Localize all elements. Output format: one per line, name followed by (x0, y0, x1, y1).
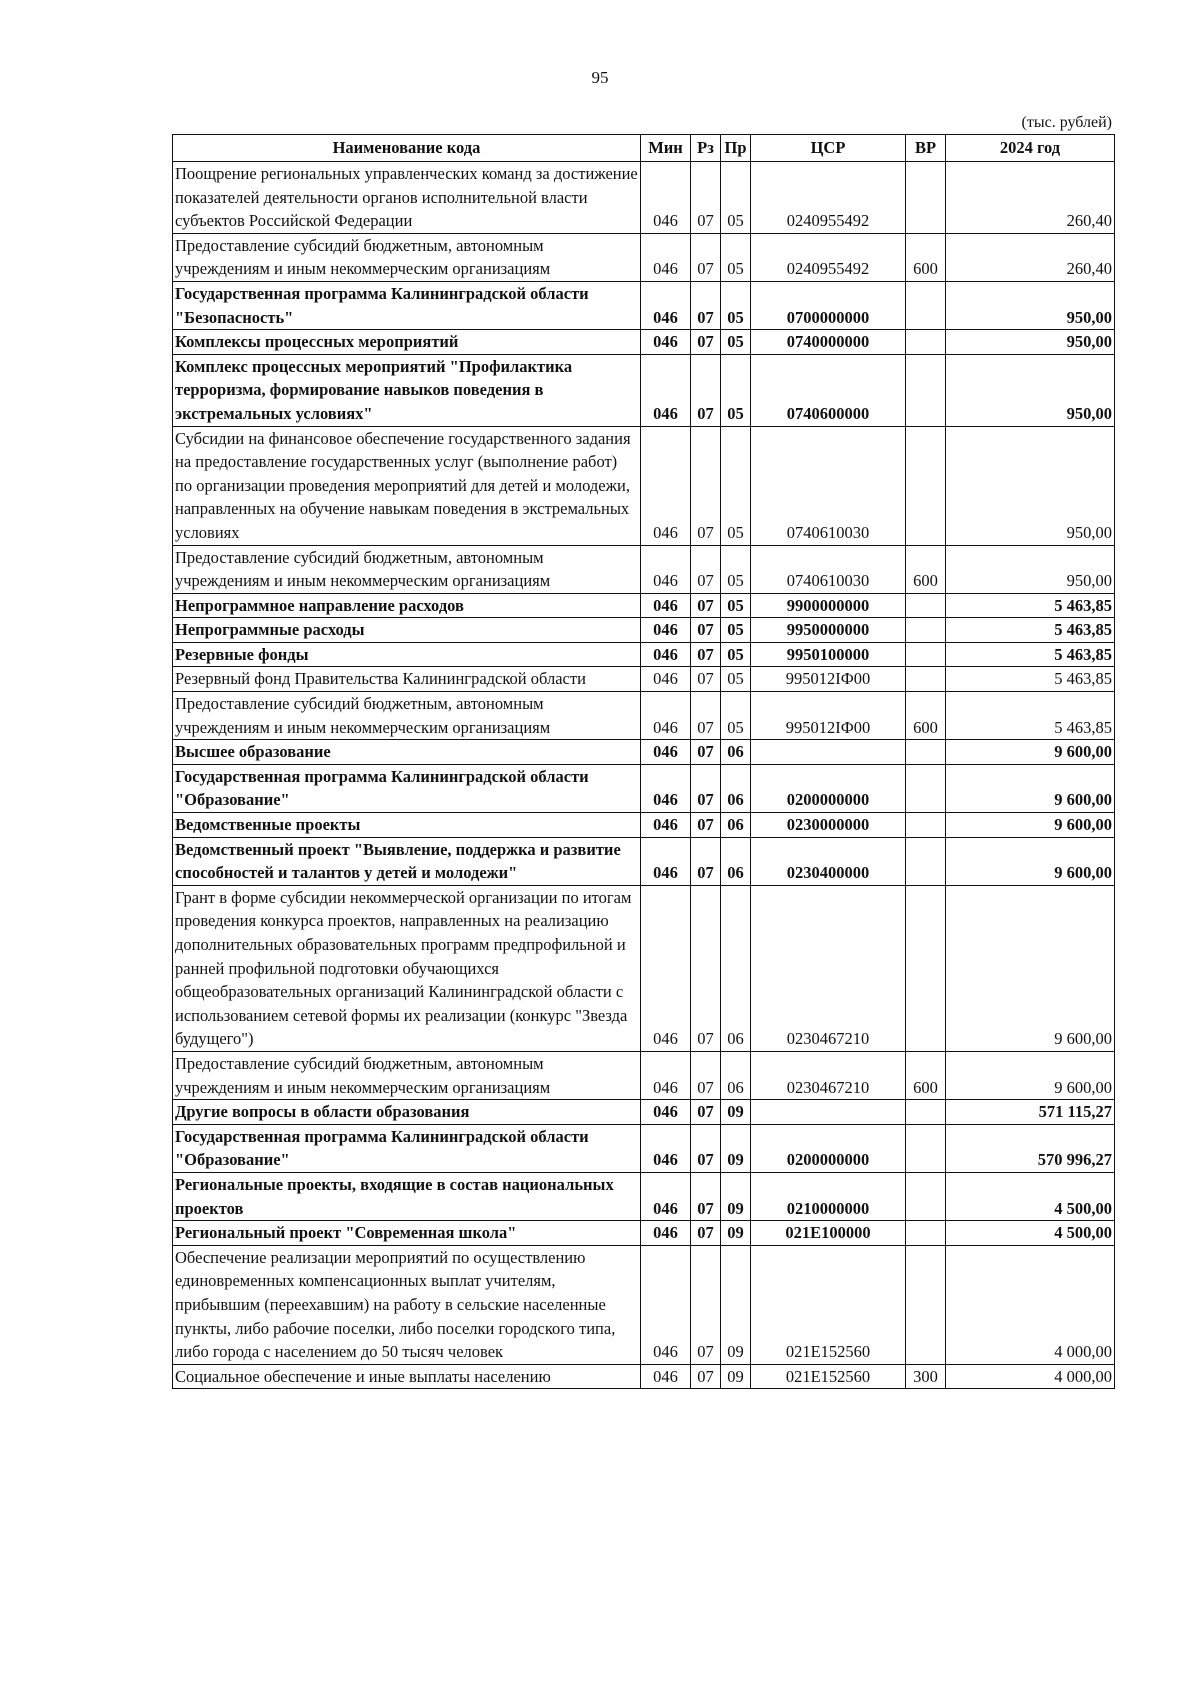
cell-rz: 07 (691, 837, 721, 885)
table-row (173, 1051, 1115, 1099)
table-row (173, 330, 1115, 355)
cell-csr: 0230000000 (751, 813, 906, 838)
cell-min: 046 (641, 1245, 691, 1364)
cell-pr: 05 (721, 667, 751, 692)
cell-rz: 07 (691, 1051, 721, 1099)
cell-sum: 950,00 (946, 330, 1115, 355)
cell-pr: 05 (721, 545, 751, 593)
cell-vr (906, 354, 946, 426)
cell-pr: 05 (721, 354, 751, 426)
cell-sum: 5 463,85 (946, 593, 1115, 618)
cell-rz: 07 (691, 426, 721, 545)
cell-pr: 05 (721, 692, 751, 740)
cell-csr: 0240955492 (751, 233, 906, 281)
cell-csr: 0740610030 (751, 426, 906, 545)
cell-pr: 05 (721, 642, 751, 667)
cell-sum: 571 115,27 (946, 1100, 1115, 1125)
cell-name: Грант в форме субсидии некоммерческой организации по итогам проведения конкурса проектов, направленных на реализацию дополнительных образовательных программ предпрофильной и ранней профильной подготовки обучающихся общеобразовательных организаций Калининградской области с использованием сетевой формы их реализации (конкурс "Звезда будущего") (173, 885, 641, 1051)
cell-vr (906, 426, 946, 545)
cell-min: 046 (641, 545, 691, 593)
table-row (173, 1364, 1115, 1389)
cell-pr: 06 (721, 1051, 751, 1099)
table-row (173, 813, 1115, 838)
cell-min: 046 (641, 885, 691, 1051)
cell-sum: 570 996,27 (946, 1124, 1115, 1172)
cell-name: Ведомственный проект "Выявление, поддержка и развитие способностей и талантов у детей и молодежи" (173, 837, 641, 885)
cell-rz: 07 (691, 642, 721, 667)
cell-csr: 0230467210 (751, 1051, 906, 1099)
cell-csr: 021E100000 (751, 1221, 906, 1246)
cell-min: 046 (641, 692, 691, 740)
cell-rz: 07 (691, 233, 721, 281)
cell-rz: 07 (691, 1100, 721, 1125)
cell-min: 046 (641, 1172, 691, 1220)
cell-name: Государственная программа Калининградской области "Образование" (173, 764, 641, 812)
cell-vr (906, 667, 946, 692)
cell-rz: 07 (691, 740, 721, 765)
cell-rz: 07 (691, 545, 721, 593)
cell-sum: 950,00 (946, 354, 1115, 426)
cell-min: 046 (641, 837, 691, 885)
cell-sum: 5 463,85 (946, 692, 1115, 740)
cell-min: 046 (641, 593, 691, 618)
cell-name: Предоставление субсидий бюджетным, автономным учреждениям и иным некоммерческим организациям (173, 692, 641, 740)
cell-sum: 950,00 (946, 426, 1115, 545)
cell-pr: 09 (721, 1100, 751, 1125)
cell-csr (751, 1100, 906, 1125)
cell-name: Комплексы процессных мероприятий (173, 330, 641, 355)
cell-name: Предоставление субсидий бюджетным, автономным учреждениям и иным некоммерческим организациям (173, 233, 641, 281)
cell-sum: 9 600,00 (946, 885, 1115, 1051)
cell-min: 046 (641, 1124, 691, 1172)
cell-vr (906, 837, 946, 885)
cell-sum: 5 463,85 (946, 618, 1115, 643)
table-row (173, 1124, 1115, 1172)
cell-csr: 0200000000 (751, 764, 906, 812)
table-row (173, 545, 1115, 593)
cell-vr: 600 (906, 545, 946, 593)
cell-csr: 0200000000 (751, 1124, 906, 1172)
cell-min: 046 (641, 642, 691, 667)
cell-pr: 09 (721, 1364, 751, 1389)
cell-name: Ведомственные проекты (173, 813, 641, 838)
cell-min: 046 (641, 1100, 691, 1125)
cell-pr: 06 (721, 740, 751, 765)
cell-vr (906, 764, 946, 812)
cell-csr: 0230467210 (751, 885, 906, 1051)
cell-vr: 600 (906, 692, 946, 740)
cell-csr (751, 740, 906, 765)
cell-pr: 09 (721, 1172, 751, 1220)
cell-sum: 260,40 (946, 162, 1115, 234)
cell-min: 046 (641, 426, 691, 545)
cell-rz: 07 (691, 281, 721, 329)
table-row (173, 162, 1115, 234)
cell-csr: 995012IФ00 (751, 667, 906, 692)
cell-rz: 07 (691, 1221, 721, 1246)
cell-vr (906, 1221, 946, 1246)
table-row (173, 1172, 1115, 1220)
cell-pr: 05 (721, 233, 751, 281)
cell-csr: 9950000000 (751, 618, 906, 643)
cell-rz: 07 (691, 885, 721, 1051)
cell-vr (906, 885, 946, 1051)
cell-sum: 9 600,00 (946, 1051, 1115, 1099)
table-row (173, 354, 1115, 426)
table-header-row (173, 135, 1115, 162)
header-name: Наименование кода (173, 135, 641, 162)
cell-sum: 9 600,00 (946, 813, 1115, 838)
header-vr: ВР (906, 135, 946, 162)
header-csr: ЦСР (751, 135, 906, 162)
cell-pr: 09 (721, 1245, 751, 1364)
header-min: Мин (641, 135, 691, 162)
cell-vr (906, 618, 946, 643)
table-row (173, 740, 1115, 765)
cell-name: Обеспечение реализации мероприятий по осуществлению единовременных компенсационных выплат учителям, прибывшим (переехавшим) на работу в сельские населенные пункты, либо рабочие поселки, либо поселки городского типа, либо города с населением до 50 тысяч человек (173, 1245, 641, 1364)
header-sum: 2024 год (946, 135, 1115, 162)
cell-name: Региональные проекты, входящие в состав национальных проектов (173, 1172, 641, 1220)
cell-rz: 07 (691, 1245, 721, 1364)
cell-name: Непрограммные расходы (173, 618, 641, 643)
cell-pr: 05 (721, 330, 751, 355)
cell-vr (906, 1100, 946, 1125)
cell-min: 046 (641, 813, 691, 838)
cell-vr (906, 281, 946, 329)
cell-pr: 06 (721, 837, 751, 885)
table-row (173, 618, 1115, 643)
cell-vr: 300 (906, 1364, 946, 1389)
cell-vr (906, 593, 946, 618)
cell-sum: 9 600,00 (946, 740, 1115, 765)
cell-pr: 05 (721, 593, 751, 618)
cell-vr (906, 642, 946, 667)
cell-csr: 0230400000 (751, 837, 906, 885)
cell-rz: 07 (691, 330, 721, 355)
units-note: (тыс. рублей) (1021, 114, 1112, 131)
cell-csr: 0210000000 (751, 1172, 906, 1220)
cell-name: Резервные фонды (173, 642, 641, 667)
cell-csr: 0740000000 (751, 330, 906, 355)
cell-sum: 260,40 (946, 233, 1115, 281)
cell-min: 046 (641, 667, 691, 692)
budget-table (172, 134, 1115, 1389)
cell-vr (906, 1172, 946, 1220)
cell-vr (906, 330, 946, 355)
cell-pr: 05 (721, 162, 751, 234)
cell-pr: 09 (721, 1124, 751, 1172)
cell-min: 046 (641, 764, 691, 812)
cell-min: 046 (641, 1221, 691, 1246)
cell-rz: 07 (691, 1124, 721, 1172)
cell-name: Высшее образование (173, 740, 641, 765)
cell-vr (906, 813, 946, 838)
table-row (173, 426, 1115, 545)
table-row (173, 667, 1115, 692)
table-row (173, 1100, 1115, 1125)
table-row (173, 642, 1115, 667)
cell-rz: 07 (691, 354, 721, 426)
cell-sum: 5 463,85 (946, 642, 1115, 667)
cell-pr: 09 (721, 1221, 751, 1246)
cell-rz: 07 (691, 764, 721, 812)
cell-rz: 07 (691, 667, 721, 692)
cell-min: 046 (641, 1364, 691, 1389)
cell-sum: 4 500,00 (946, 1172, 1115, 1220)
table-row (173, 233, 1115, 281)
cell-sum: 4 000,00 (946, 1364, 1115, 1389)
cell-name: Предоставление субсидий бюджетным, автономным учреждениям и иным некоммерческим организациям (173, 1051, 641, 1099)
cell-csr: 9900000000 (751, 593, 906, 618)
cell-name: Комплекс процессных мероприятий "Профилактика терроризма, формирование навыков поведения в экстремальных условиях" (173, 354, 641, 426)
cell-csr: 995012IФ00 (751, 692, 906, 740)
cell-csr: 9950100000 (751, 642, 906, 667)
table-row (173, 1245, 1115, 1364)
cell-vr: 600 (906, 233, 946, 281)
table-row (173, 837, 1115, 885)
table-row (173, 593, 1115, 618)
cell-csr: 0240955492 (751, 162, 906, 234)
header-rz: Рз (691, 135, 721, 162)
cell-min: 046 (641, 162, 691, 234)
cell-name: Резервный фонд Правительства Калининградской области (173, 667, 641, 692)
cell-min: 046 (641, 330, 691, 355)
table-row (173, 1221, 1115, 1246)
cell-pr: 06 (721, 885, 751, 1051)
cell-pr: 05 (721, 426, 751, 545)
cell-rz: 07 (691, 692, 721, 740)
cell-name: Региональный проект "Современная школа" (173, 1221, 641, 1246)
cell-min: 046 (641, 740, 691, 765)
cell-rz: 07 (691, 618, 721, 643)
cell-pr: 05 (721, 281, 751, 329)
page-number: 95 (591, 68, 609, 87)
cell-rz: 07 (691, 1364, 721, 1389)
cell-csr: 0740610030 (751, 545, 906, 593)
table-row (173, 885, 1115, 1051)
cell-name: Другие вопросы в области образования (173, 1100, 641, 1125)
cell-vr: 600 (906, 1051, 946, 1099)
cell-min: 046 (641, 1051, 691, 1099)
cell-pr: 05 (721, 618, 751, 643)
cell-rz: 07 (691, 593, 721, 618)
cell-vr (906, 1124, 946, 1172)
cell-csr: 021E152560 (751, 1364, 906, 1389)
cell-pr: 06 (721, 813, 751, 838)
cell-sum: 4 000,00 (946, 1245, 1115, 1364)
cell-sum: 950,00 (946, 545, 1115, 593)
cell-csr: 021E152560 (751, 1245, 906, 1364)
cell-sum: 9 600,00 (946, 764, 1115, 812)
cell-name: Предоставление субсидий бюджетным, автономным учреждениям и иным некоммерческим организациям (173, 545, 641, 593)
cell-vr (906, 1245, 946, 1364)
cell-csr: 0700000000 (751, 281, 906, 329)
cell-name: Непрограммное направление расходов (173, 593, 641, 618)
cell-name: Субсидии на финансовое обеспечение государственного задания на предоставление государственных услуг (выполнение работ) по организации проведения мероприятий для детей и молодежи, направленных на обучение навыкам поведения в экстремальных условиях (173, 426, 641, 545)
cell-min: 046 (641, 233, 691, 281)
cell-min: 046 (641, 281, 691, 329)
cell-sum: 5 463,85 (946, 667, 1115, 692)
cell-min: 046 (641, 618, 691, 643)
table-row (173, 764, 1115, 812)
table-row (173, 281, 1115, 329)
cell-sum: 9 600,00 (946, 837, 1115, 885)
cell-sum: 4 500,00 (946, 1221, 1115, 1246)
header-pr: Пр (721, 135, 751, 162)
cell-name: Государственная программа Калининградской области "Безопасность" (173, 281, 641, 329)
cell-rz: 07 (691, 1172, 721, 1220)
cell-vr (906, 162, 946, 234)
cell-name: Поощрение региональных управленческих команд за достижение показателей деятельности органов исполнительной власти субъектов Российской Федерации (173, 162, 641, 234)
cell-name: Социальное обеспечение и иные выплаты населению (173, 1364, 641, 1389)
cell-rz: 07 (691, 813, 721, 838)
cell-rz: 07 (691, 162, 721, 234)
cell-vr (906, 740, 946, 765)
cell-pr: 06 (721, 764, 751, 812)
cell-min: 046 (641, 354, 691, 426)
cell-sum: 950,00 (946, 281, 1115, 329)
table-row (173, 692, 1115, 740)
cell-csr: 0740600000 (751, 354, 906, 426)
cell-name: Государственная программа Калининградской области "Образование" (173, 1124, 641, 1172)
